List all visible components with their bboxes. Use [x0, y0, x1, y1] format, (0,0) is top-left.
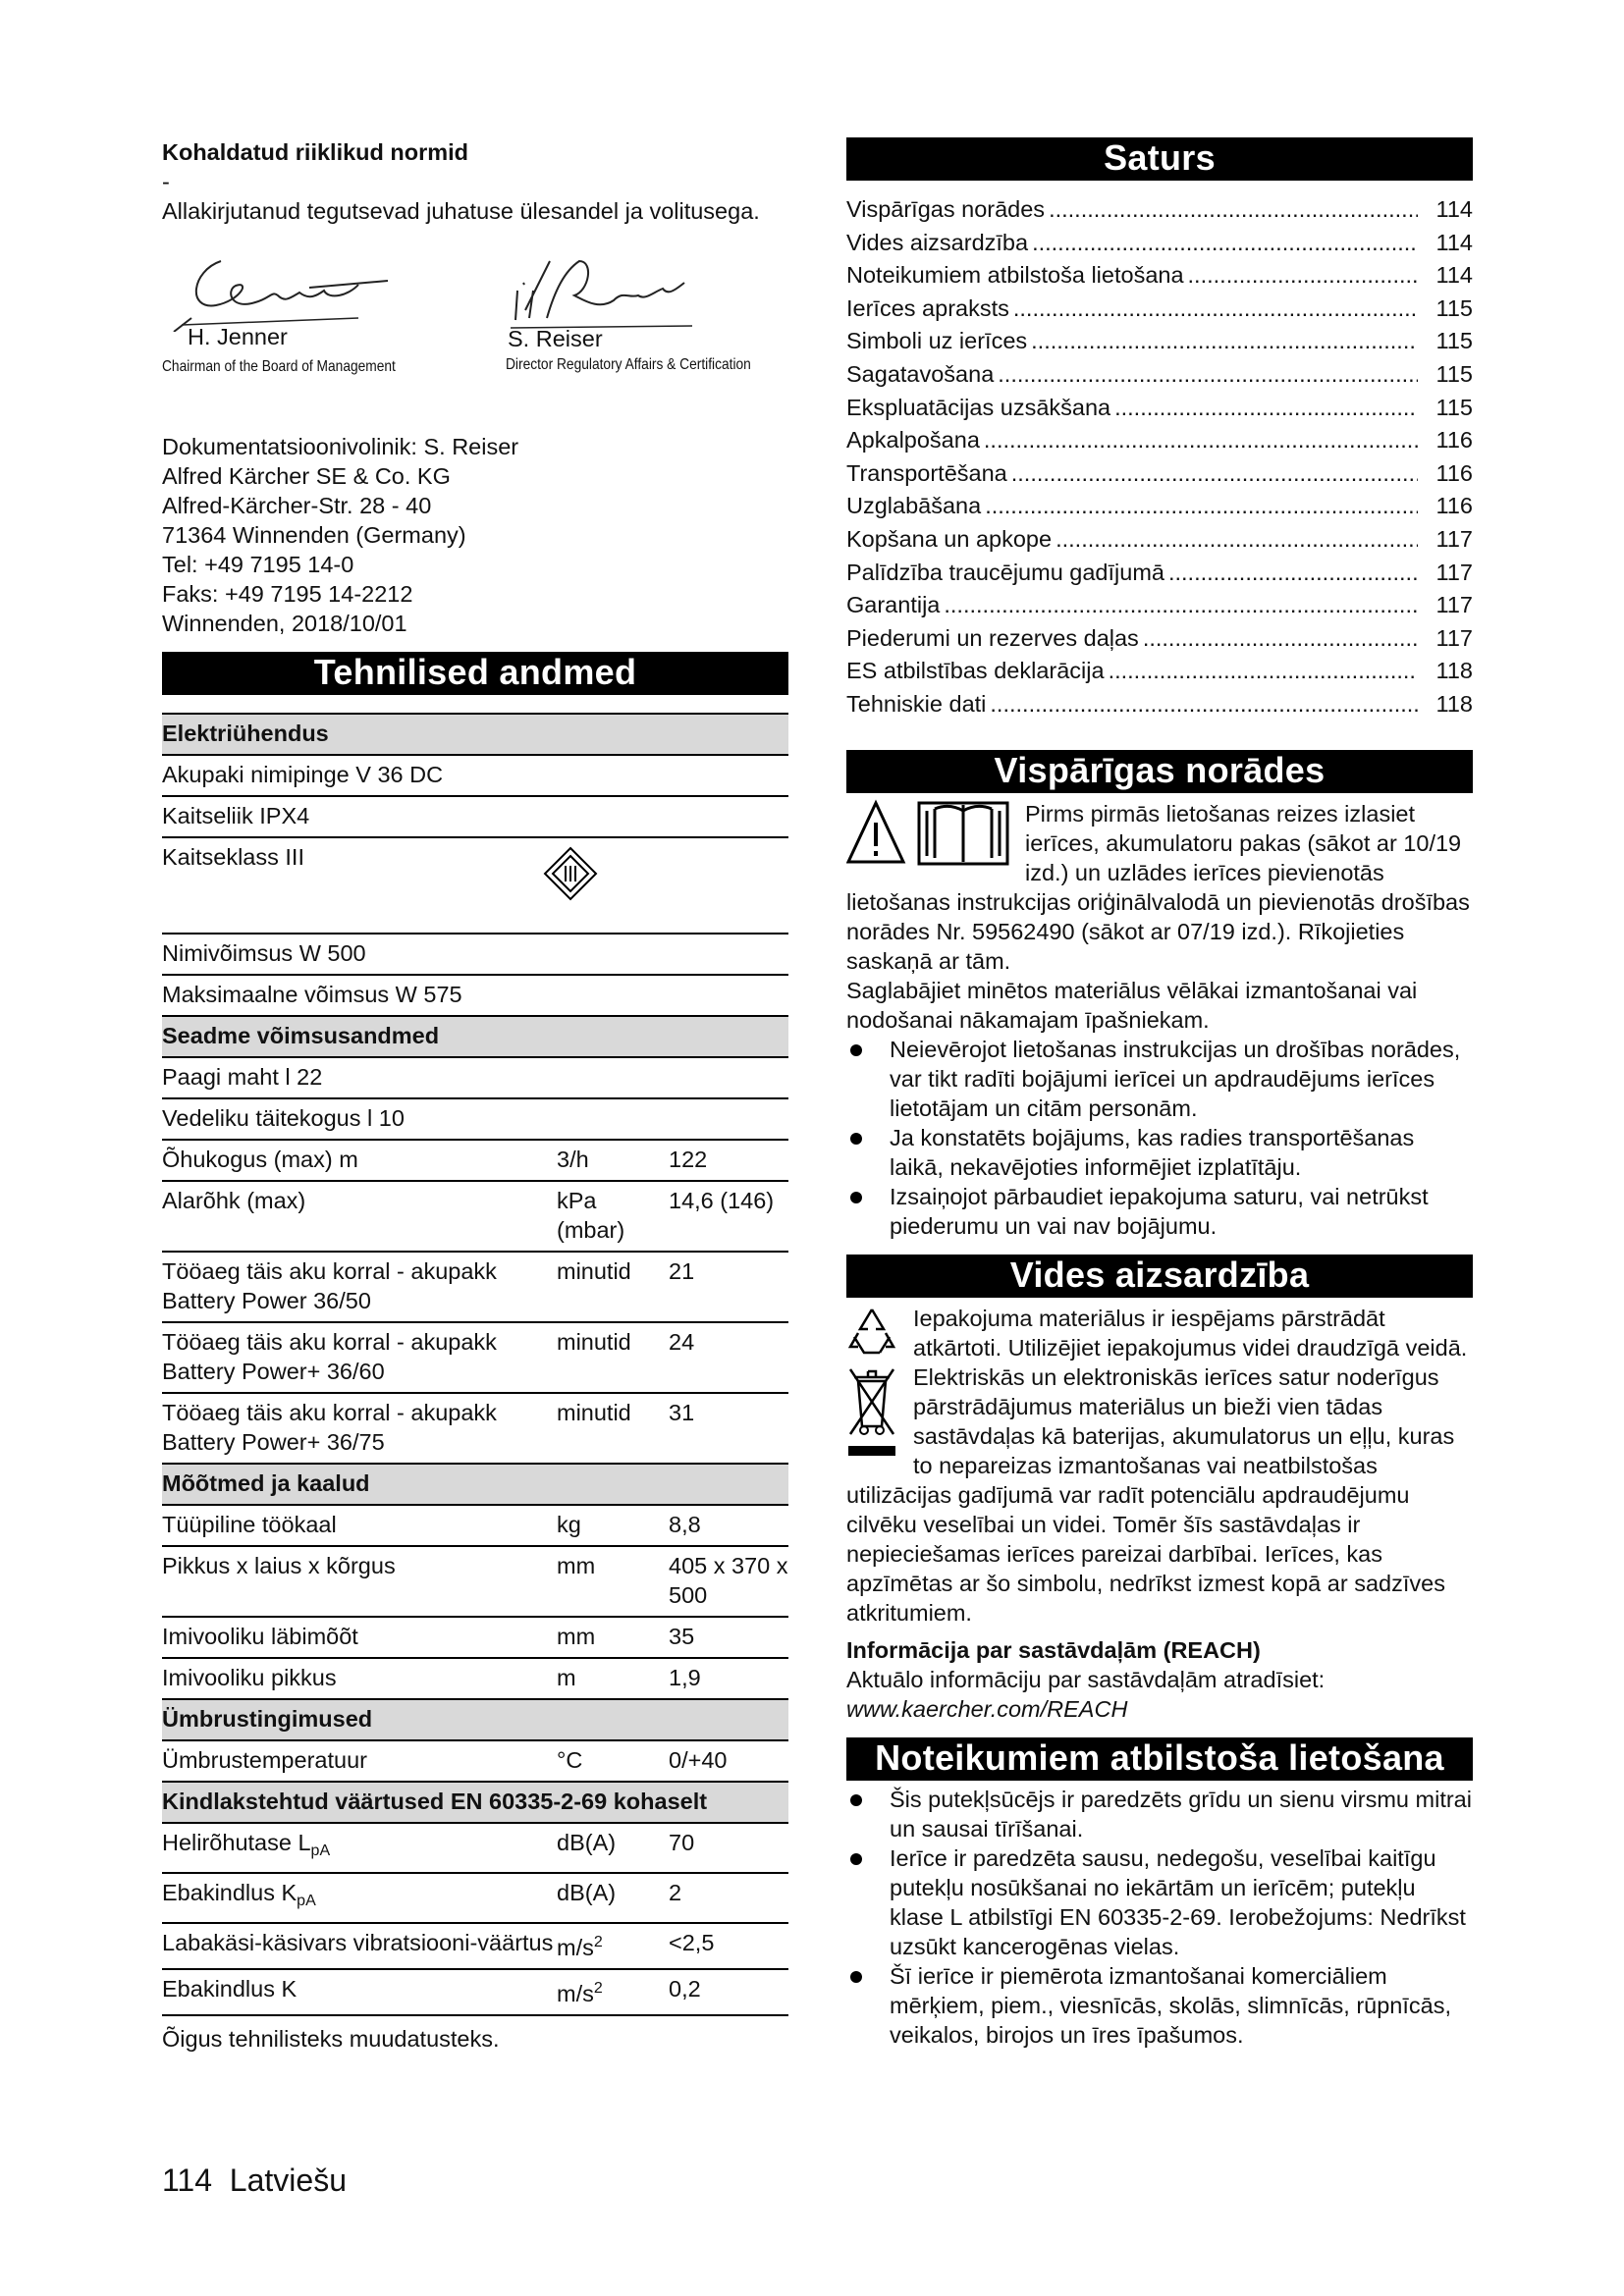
toc-page-number: 115 — [1435, 294, 1473, 321]
tech-section-title: Ümbrustingimused — [162, 1699, 788, 1740]
toc-entry[interactable] — [846, 491, 1473, 524]
tech-row — [162, 1322, 788, 1393]
tech-value: 1,9 — [669, 1665, 701, 1690]
toc-label: Uzglabāšana — [846, 493, 982, 519]
tech-row — [162, 1252, 788, 1322]
tech-label: Ümbrustemperatuur — [162, 1747, 367, 1773]
warning-icon — [846, 799, 1015, 868]
toc-label: Simboli uz ierīces — [846, 328, 1028, 354]
signature-reiser-image — [506, 241, 702, 330]
tech-label: Akupaki nimipinge V 36 DC — [162, 762, 444, 787]
toc-page-number: 116 — [1435, 459, 1473, 486]
protection-class-iii-icon — [162, 872, 557, 927]
toc-page-number: 117 — [1435, 559, 1473, 585]
toc-leader-dots — [985, 491, 1418, 520]
tech-value: 0/+40 — [669, 1747, 728, 1773]
tech-unit-sup: 2 — [593, 1934, 603, 1950]
tech-row — [162, 837, 788, 934]
address-line: Winnenden, 2018/10/01 — [162, 611, 407, 636]
toc-leader-dots — [1011, 458, 1418, 488]
manual-book-icon — [919, 803, 1007, 864]
toc-page-number: 115 — [1435, 328, 1473, 354]
table-of-contents — [846, 194, 1473, 722]
tech-note: Õigus tehnilisteks muudatusteks. — [162, 2026, 500, 2052]
toc-page-number: 117 — [1435, 525, 1473, 552]
tech-unit: dB(A) — [557, 1880, 617, 1905]
env-recycle-text: Iepakojuma materiālus ir iespējams pārstrādāt atkārtoti. Utilizējiet iepakojumus videi draudzīgā veidā. — [913, 1305, 1468, 1361]
tech-row — [162, 1181, 788, 1252]
tech-row — [162, 1505, 788, 1546]
tech-table — [162, 713, 788, 2016]
toc-label: Noteikumiem atbilstoša lietošana — [846, 262, 1184, 289]
tech-unit: °C — [557, 1747, 583, 1773]
tech-section-title: Elektriühendus — [162, 714, 788, 755]
toc-page-number: 118 — [1435, 658, 1473, 684]
signature-jenner-image — [162, 241, 407, 332]
toc-label: Vispārīgas norādes — [846, 196, 1046, 222]
tech-label-sub: pA — [297, 1893, 316, 1909]
tech-label-sub: pA — [310, 1842, 331, 1859]
tech-unit: kg — [557, 1512, 581, 1537]
tech-value: 0,2 — [669, 1976, 701, 2002]
signature-name: S. Reiser — [508, 326, 603, 351]
signature-name: H. Jenner — [188, 324, 288, 349]
tech-heading: Tehnilised andmed — [162, 652, 788, 695]
toc-entry[interactable] — [846, 656, 1473, 689]
tech-row — [162, 975, 788, 1016]
crossed-bin-icon — [846, 1365, 897, 1460]
page-footer — [162, 2163, 347, 2198]
tech-label: Õhukogus (max) m — [162, 1147, 358, 1172]
use-bullet: Šis putekļsūcējs ir paredzēts grīdu un sienu virsmu mitrai un sausai tīrīšanai. — [846, 1785, 1473, 1843]
toc-leader-dots — [1049, 194, 1418, 224]
signature-title: Director Regulatory Affairs & Certification — [506, 356, 751, 373]
toc-page-number: 117 — [1435, 624, 1473, 651]
general-section — [846, 799, 1473, 1241]
toc-label: Piederumi un rezerves daļas — [846, 624, 1139, 651]
tech-section-row — [162, 714, 788, 755]
tech-label: Labakäsi-käsivars vibratsiooni-väärtus — [162, 1930, 554, 1955]
tech-label: Tööaeg täis aku korral - akupakk Battery Power+ 36/60 — [162, 1329, 497, 1384]
toc-label: Ierīces apraksts — [846, 294, 1009, 321]
toc-label: Sagatavošana — [846, 360, 995, 387]
address-line: Tel: +49 7195 14-0 — [162, 552, 354, 577]
toc-entry[interactable] — [846, 194, 1473, 228]
toc-page-number: 116 — [1435, 427, 1473, 454]
norms-title: Kohaldatud riiklikud normid — [162, 139, 469, 165]
tech-unit: kPa (mbar) — [557, 1188, 625, 1243]
tech-unit: 3/h — [557, 1147, 589, 1172]
toc-entry[interactable] — [846, 623, 1473, 657]
tech-unit: mm — [557, 1624, 596, 1649]
toc-entry[interactable] — [846, 590, 1473, 623]
tech-unit: m/s — [557, 1981, 594, 2006]
reach-url: www.kaercher.com/REACH — [846, 1695, 1128, 1722]
tech-value: 70 — [669, 1830, 695, 1855]
toc-entry[interactable] — [846, 425, 1473, 458]
toc-entry[interactable] — [846, 458, 1473, 492]
tech-label: Kaitseklass III — [162, 844, 304, 870]
tech-value: 14,6 (146) — [669, 1188, 775, 1213]
toc-entry[interactable] — [846, 326, 1473, 359]
footer-language: Latviešu — [229, 2163, 347, 2198]
tech-label: Alarõhk (max) — [162, 1188, 306, 1213]
toc-leader-dots — [1114, 393, 1418, 422]
signatures — [162, 241, 788, 399]
tech-unit: minutid — [557, 1400, 631, 1425]
toc-leader-dots — [1032, 228, 1418, 257]
use-heading: Noteikumiem atbilstoša lietošana — [846, 1737, 1473, 1781]
use-bullet: Šī ierīce ir piemērota izmantošanai komerciāliem mērķiem, piem., viesnīcās, skolās, slimnīcās, rūpnīcās, veikalos, birojos un īres īpašumos. — [846, 1961, 1473, 2050]
tech-label: Ebakindlus K — [162, 1880, 298, 1905]
toc-leader-dots — [1168, 558, 1418, 587]
address-line: 71364 Winnenden (Germany) — [162, 522, 466, 548]
tech-value: 2 — [669, 1880, 682, 1905]
tech-label: Imivooliku läbimõõt — [162, 1624, 358, 1649]
tech-unit: minutid — [557, 1258, 631, 1284]
toc-page-number: 114 — [1435, 229, 1473, 255]
tech-section-title: Mõõtmed ja kaalud — [162, 1464, 788, 1505]
toc-label: Apkalpošana — [846, 427, 980, 454]
tech-unit: minutid — [557, 1329, 631, 1355]
general-intro: Pirms pirmās lietošanas reizes izlasiet ierīces, akumulatoru pakas (sākot ar 10/19 izd.) un uzlādes ierīces pievienotās lietošanas instrukcijas oriģinālvalodā un pievienotās drošības norādes Nr. 59562490 (sākot ar 07/19 izd.). Rīkojieties saskaņā ar tām. — [846, 800, 1470, 974]
use-bullet: Ierīce ir paredzēta sausu, nedegošu, veselībai kaitīgu putekļu nosūkšanai no iekārtām un ierīcēm; putekļu klase L atbilstīgi EN 60335-2-69. Ierobežojums: Nedrīkst uzsūkt kancerogēnas vielas. — [846, 1843, 1473, 1961]
toc-page-number: 118 — [1435, 690, 1473, 717]
tech-row — [162, 1393, 788, 1464]
tech-row — [162, 1617, 788, 1658]
toc-leader-dots — [1143, 623, 1418, 653]
address-block — [162, 432, 788, 638]
tech-label: Ebakindlus K — [162, 1976, 298, 2002]
tech-row — [162, 1823, 788, 1873]
right-column — [846, 137, 1473, 2050]
toc-label: Vides aizsardzība — [846, 229, 1029, 255]
tech-unit: m — [557, 1665, 576, 1690]
toc-label: Ekspluatācijas uzsākšana — [846, 394, 1111, 420]
toc-leader-dots — [984, 425, 1418, 454]
tech-row — [162, 1098, 788, 1140]
tech-row — [162, 1969, 788, 2015]
tech-row — [162, 1740, 788, 1782]
toc-entry[interactable] — [846, 260, 1473, 294]
tech-unit: dB(A) — [557, 1830, 617, 1855]
tech-label: Tööaeg täis aku korral - akupakk Battery Power+ 36/75 — [162, 1400, 497, 1455]
tech-label: Maksimaalne võimsus W 575 — [162, 982, 462, 1007]
tech-value: 35 — [669, 1624, 695, 1649]
toc-entry[interactable] — [846, 558, 1473, 591]
tech-row — [162, 1658, 788, 1699]
recycle-icon — [846, 1304, 897, 1359]
general-heading: Vispārīgas norādes — [846, 750, 1473, 793]
general-bullet: Ja konstatēts bojājums, kas radies transportēšanas laikā, nekavējoties informējiet izplatītāju. — [846, 1123, 1473, 1182]
env-weee-text: Elektriskās un elektroniskās ierīces satur noderīgus pārstrādājumus materiālus un bieži vien tādas sastāvdaļas kā baterijas, akumulatorus un eļļu, kuras to nepareizas izmantošanas vai neatbilstošas utilizācijas gadījumā var radīt potenciālu apdraudējumu cilvēku veselībai un videi. Tomēr šīs sastāvdaļas ir nepieciešamas ierīces pareizai darbībai. Ierīces, kas apzīmētas ar šo simbolu, nedrīkst izmest kopā ar sadzīves atkritumiem. — [846, 1363, 1455, 1626]
toc-entry[interactable] — [846, 689, 1473, 722]
toc-leader-dots — [1188, 260, 1418, 290]
toc-page-number: 114 — [1435, 262, 1473, 289]
tech-label: Nimivõimsus W 500 — [162, 940, 366, 966]
tech-label: Vedeliku täitekogus l 10 — [162, 1105, 405, 1131]
authority-text: Allakirjutanud tegutsevad juhatuse ülesandel ja volitusega. — [162, 198, 760, 224]
tech-row — [162, 934, 788, 975]
toc-page-number: 115 — [1435, 394, 1473, 420]
tech-unit: mm — [557, 1553, 596, 1578]
toc-leader-dots — [1056, 524, 1418, 554]
toc-entry[interactable] — [846, 524, 1473, 558]
toc-label: Garantija — [846, 592, 941, 618]
tech-value: 31 — [669, 1400, 695, 1425]
toc-entry[interactable] — [846, 393, 1473, 426]
address-line: Alfred Kärcher SE & Co. KG — [162, 463, 451, 489]
toc-entry[interactable] — [846, 228, 1473, 261]
toc-leader-dots — [944, 590, 1418, 619]
tech-unit: m/s — [557, 1935, 594, 1960]
toc-leader-dots — [1031, 326, 1418, 355]
tech-section-row — [162, 1699, 788, 1740]
use-section — [846, 1785, 1473, 2050]
toc-label: Tehniskie dati — [846, 690, 987, 717]
tech-section-row — [162, 1016, 788, 1057]
tech-label: Kaitseliik IPX4 — [162, 803, 310, 828]
tech-row — [162, 1546, 788, 1617]
recycle-icon-wrap — [846, 1304, 897, 1365]
env-heading: Vides aizsardzība — [846, 1255, 1473, 1298]
signature-title: Chairman of the Board of Management — [162, 358, 396, 375]
toc-page-number: 115 — [1435, 360, 1473, 387]
toc-leader-dots — [1109, 656, 1418, 685]
tech-value: 8,8 — [669, 1512, 701, 1537]
tech-row — [162, 1057, 788, 1098]
tech-unit-sup: 2 — [593, 1980, 603, 1997]
toc-entry[interactable] — [846, 294, 1473, 327]
general-icons — [846, 799, 1015, 875]
tech-row — [162, 1873, 788, 1923]
toc-page-number: 117 — [1435, 592, 1473, 618]
tech-section-row — [162, 1464, 788, 1505]
general-bullet: Neievērojot lietošanas instrukcijas un drošības norādes, var tikt radīti bojājumi ierīcei un apdraudējums ierīces lietotājam un citām personām. — [846, 1035, 1473, 1123]
tech-value: 21 — [669, 1258, 695, 1284]
signature-jenner — [162, 241, 434, 377]
tech-value: 405 x 370 x 500 — [669, 1553, 788, 1608]
tech-label: Paagi maht l 22 — [162, 1064, 323, 1090]
toc-page-number: 116 — [1435, 493, 1473, 519]
page-number: 114 — [162, 2163, 213, 2198]
toc-label: Transportēšana — [846, 459, 1007, 486]
tech-row — [162, 796, 788, 837]
address-line: Alfred-Kärcher-Str. 28 - 40 — [162, 493, 432, 518]
toc-leader-dots — [1013, 294, 1418, 323]
tech-label: Helirõhutase L — [162, 1830, 311, 1855]
tech-row — [162, 1923, 788, 1969]
tech-section-title: Kindlakstehtud väärtused EN 60335-2-69 kohaselt — [162, 1782, 788, 1823]
tech-label: Imivooliku pikkus — [162, 1665, 337, 1690]
tech-row — [162, 1140, 788, 1181]
general-keep: Saglabājiet minētos materiālus vēlākai izmantošanai vai nodošanai nākamajam īpašniekam. — [846, 977, 1418, 1033]
toc-leader-dots — [990, 689, 1418, 719]
weee-icon-wrap — [846, 1365, 897, 1467]
tech-section-title: Seadme võimsusandmed — [162, 1016, 788, 1057]
toc-label: Palīdzība traucējumu gadījumā — [846, 559, 1164, 585]
tech-value: <2,5 — [669, 1930, 715, 1955]
toc-label: ES atbilstības deklarācija — [846, 658, 1105, 684]
reach-title: Informācija par sastāvdaļām (REACH) — [846, 1636, 1261, 1663]
env-section — [846, 1304, 1473, 1724]
address-line: Dokumentatsioonivolinik: S. Reiser — [162, 434, 519, 459]
toc-label: Kopšana un apkope — [846, 525, 1053, 552]
norms-dash: - — [162, 169, 170, 194]
toc-page-number: 114 — [1435, 196, 1473, 222]
toc-heading: Saturs — [846, 137, 1473, 181]
general-bullet: Izsaiņojot pārbaudiet iepakojuma saturu, vai netrūkst piederumu un vai nav bojājumu. — [846, 1182, 1473, 1241]
reach-text: Aktuālo informāciju par sastāvdaļām atradīsiet: — [846, 1666, 1326, 1692]
tech-label: Tööaeg täis aku korral - akupakk Battery Power 36/50 — [162, 1258, 497, 1313]
tech-value: 24 — [669, 1329, 695, 1355]
toc-entry[interactable] — [846, 359, 1473, 393]
left-column — [162, 137, 788, 2054]
tech-label: Tüüpiline töökaal — [162, 1512, 337, 1537]
tech-label: Pikkus x laius x kõrgus — [162, 1553, 396, 1578]
tech-row — [162, 755, 788, 796]
address-line: Faks: +49 7195 14-2212 — [162, 581, 413, 607]
tech-section-row — [162, 1782, 788, 1823]
tech-value: 122 — [669, 1147, 708, 1172]
signature-reiser — [506, 241, 790, 375]
toc-leader-dots — [998, 359, 1418, 389]
